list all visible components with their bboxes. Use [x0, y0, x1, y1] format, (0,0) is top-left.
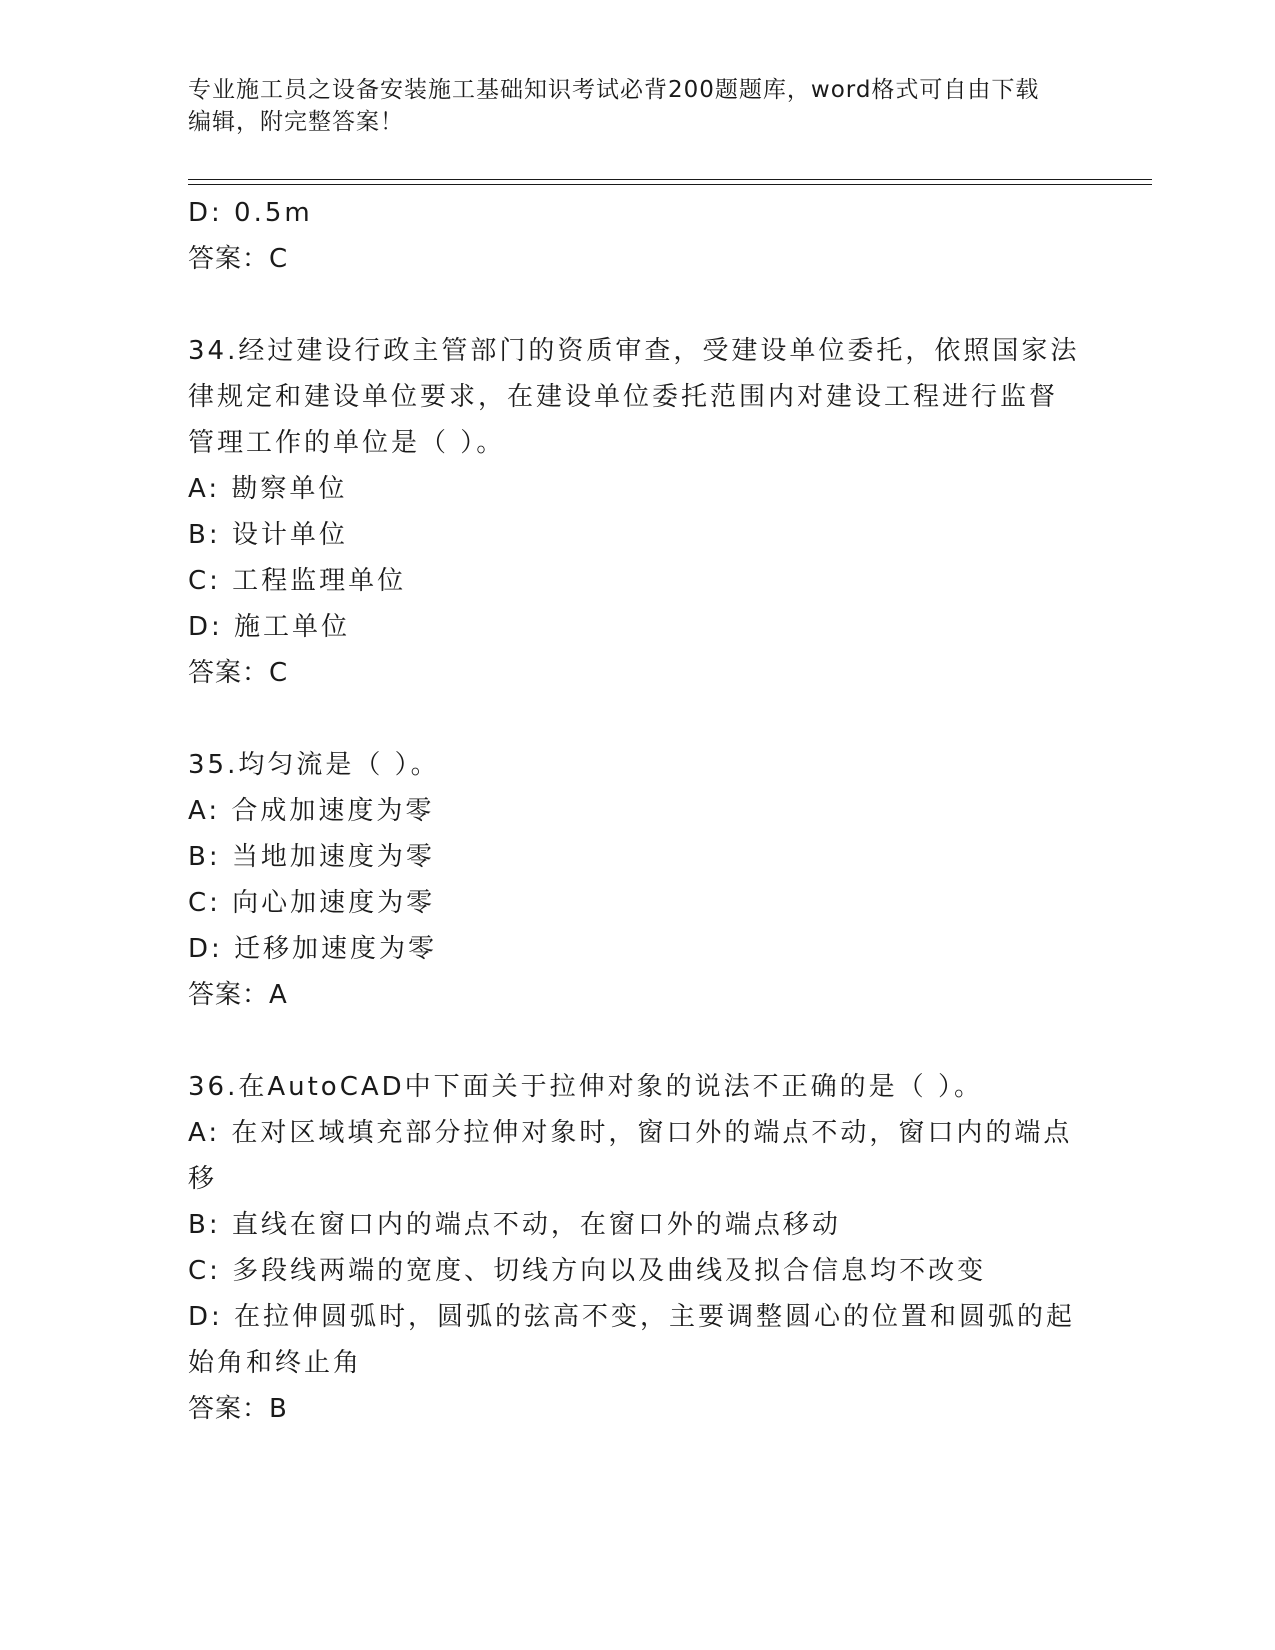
header-title-line1: 专业施工员之设备安装施工基础知识考试必背200题题库，word格式可自由下载 — [188, 77, 1040, 103]
question-stem-line: 35.均匀流是（ ）。 — [188, 750, 440, 780]
option-a: A: 勘察单位 — [188, 474, 348, 504]
header-rule-bottom — [188, 184, 1152, 185]
question-stem-line: 34.经过建设行政主管部门的资质审查，受建设单位委托，依照国家法 — [188, 336, 1080, 366]
answer: 答案：A — [188, 980, 288, 1010]
option-a: A: 在对区域填充部分拉伸对象时，窗口外的端点不动，窗口内的端点 — [188, 1118, 1073, 1148]
question-34 — [188, 328, 1088, 696]
option-a-continued: 移 — [188, 1164, 218, 1194]
option-d: D: 施工单位 — [188, 612, 351, 642]
prev-option-d: D: 0.5m — [188, 198, 313, 228]
option-c: C: 向心加速度为零 — [188, 888, 436, 918]
question-stem-line: 律规定和建设单位要求，在建设单位委托范围内对建设工程进行监督 — [188, 382, 1059, 412]
option-d: D: 迁移加速度为零 — [188, 934, 438, 964]
answer: 答案：B — [188, 1394, 288, 1424]
option-b: B: 直线在窗口内的端点不动，在窗口外的端点移动 — [188, 1210, 841, 1240]
option-b: B: 设计单位 — [188, 520, 348, 550]
question-content — [188, 190, 1088, 1432]
question-stem-line: 36.在AutoCAD中下面关于拉伸对象的说法不正确的是（ ）。 — [188, 1072, 983, 1102]
header-rule-top — [188, 179, 1152, 180]
spacer — [188, 1018, 1088, 1064]
question-35 — [188, 742, 1088, 1018]
option-c: C: 多段线两端的宽度、切线方向以及曲线及拟合信息均不改变 — [188, 1256, 987, 1286]
option-b: B: 当地加速度为零 — [188, 842, 435, 872]
header-title-line2: 编辑，附完整答案！ — [188, 109, 404, 135]
answer: 答案：C — [188, 658, 289, 688]
document-header — [188, 74, 1088, 138]
option-c: C: 工程监理单位 — [188, 566, 407, 596]
spacer — [188, 696, 1088, 742]
option-d: D: 在拉伸圆弧时，圆弧的弦高不变，主要调整圆心的位置和圆弧的起 — [188, 1302, 1076, 1332]
spacer — [188, 282, 1088, 328]
option-a: A: 合成加速度为零 — [188, 796, 435, 826]
prev-answer: 答案：C — [188, 244, 289, 274]
question-stem-line: 管理工作的单位是（ ）。 — [188, 428, 506, 458]
option-d-continued: 始角和终止角 — [188, 1348, 363, 1378]
question-36 — [188, 1064, 1088, 1432]
